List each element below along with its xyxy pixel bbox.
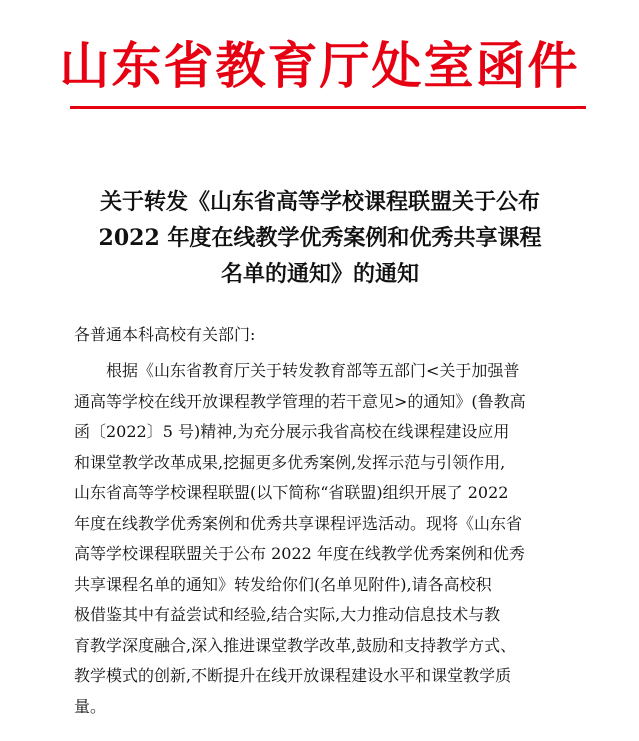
document-title-line: 2022 年度在线教学优秀案例和优秀共享课程 [98, 225, 542, 251]
document-masthead: 山东省教育厅处室函件 [59, 36, 580, 95]
document-title-line: 关于转发《山东省高等学校课程联盟关于公布 [99, 189, 540, 215]
body-line: 量。 [74, 696, 107, 716]
body-line: 通高等学校在线开放课程教学管理的若干意见>的通知》(鲁教高 [74, 391, 526, 411]
body-line: 和课堂教学改革成果,挖掘更多优秀案例,发挥示范与引领作用, [74, 452, 506, 472]
body-line: 共享课程名单的通知》转发给你们(名单见附件),请各高校积 [74, 574, 492, 594]
document-body [74, 356, 574, 722]
body-line: 函〔2022〕5 号)精神,为充分展示我省高校在线课程建设应用 [74, 422, 510, 441]
document-title-line: 名单的通知》的通知 [220, 261, 419, 287]
document-title [40, 184, 600, 292]
body-line: 育教学深度融合,深入推进课堂教学改革,鼓励和支持教学方式、 [74, 635, 517, 655]
body-line: 教学模式的创新,不断提升在线开放课程建设水平和课堂教学质 [74, 666, 512, 685]
body-line: 山东省高等学校课程联盟(以下简称“省联盟)组织开展了 2022 [74, 483, 509, 502]
body-line: 高等学校课程联盟关于公布 2022 年度在线教学优秀案例和优秀 [74, 544, 525, 563]
body-line: 年度在线教学优秀案例和优秀共享课程评选活动。现将《山东省 [74, 513, 523, 533]
body-line: 根据《山东省教育厅关于转发教育部等五部门<关于加强普 [106, 361, 520, 380]
body-line: 极借鉴其中有益尝试和经验,结合实际,大力推动信息技术与教 [74, 605, 501, 624]
document-salutation: 各普通本科高校有关部门: [74, 325, 256, 344]
masthead-red-rule [70, 106, 586, 109]
